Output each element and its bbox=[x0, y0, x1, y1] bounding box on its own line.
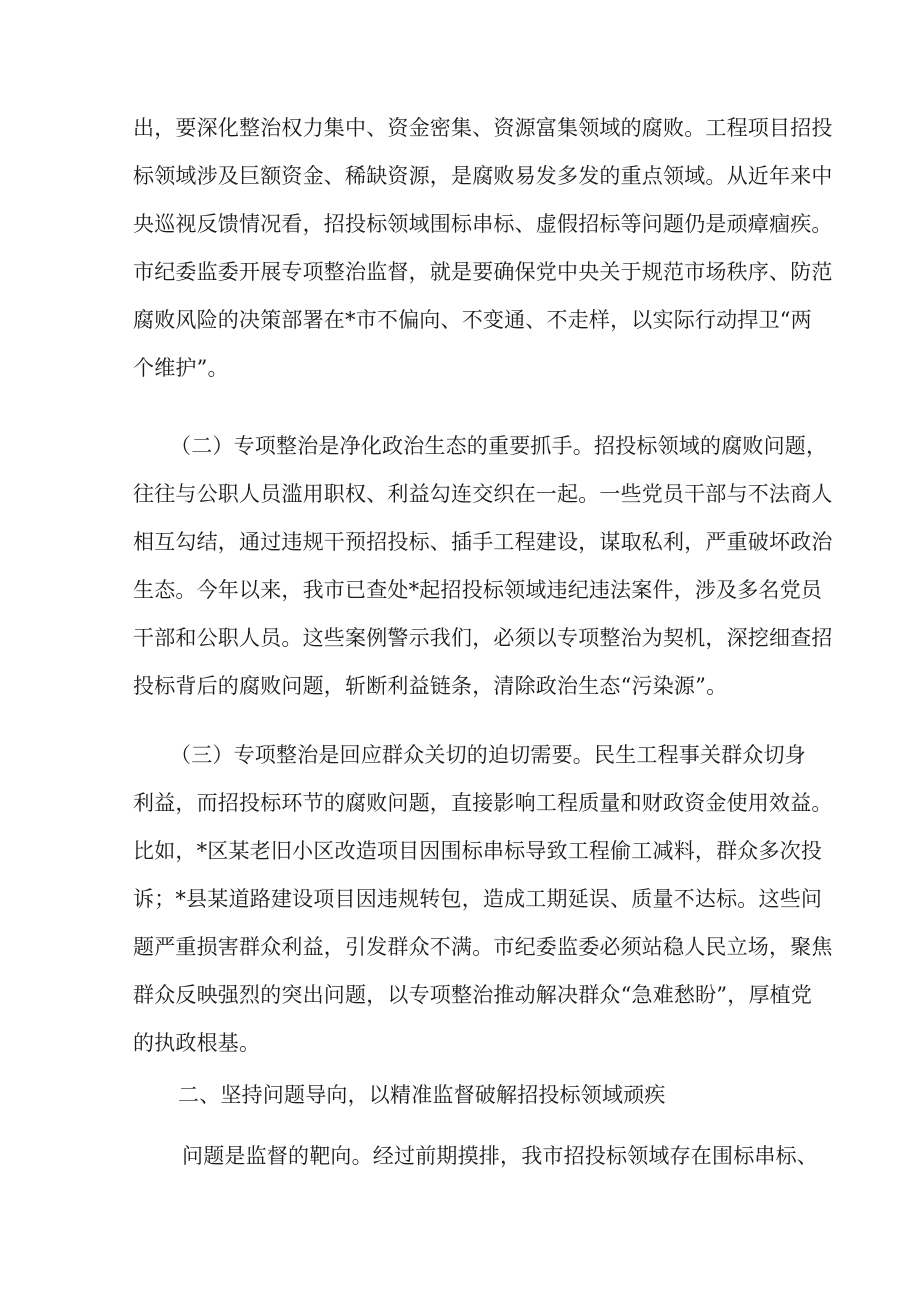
paragraph-2-line-5: 干部和公职人员。这些案例警示我们，必须以专项整治为契机，深挖细查招 bbox=[133, 626, 833, 650]
paragraph-1-line-5: 腐败风险的决策部署在*市不偏向、不变通、不走样，以实际行动捍卫“两 bbox=[133, 308, 812, 332]
section-heading: 二、坚持问题导向，以精准监督破解招投标领域顽疾 bbox=[178, 1083, 666, 1107]
paragraph-1-line-2: 标领域涉及巨额资金、稀缺资源，是腐败易发多发的重点领域。从近年来中 bbox=[133, 164, 833, 188]
paragraph-2-line-4: 生态。今年以来，我市已查处*起招投标领域违纪违法案件，涉及多名党员 bbox=[133, 578, 823, 602]
paragraph-3-line-1: （三）专项整治是回应群众关切的迫切需要。民生工程事关群众切身 bbox=[170, 743, 806, 767]
paragraph-2-line-2: 往往与公职人员滥用职权、利益勾连交织在一起。一些党员干部与不法商人 bbox=[133, 482, 833, 506]
paragraph-3-line-4: 诉；*县某道路建设项目因违规转包，造成工期延误、质量不达标。这些问 bbox=[133, 887, 823, 911]
paragraph-3-line-6: 群众反映强烈的突出问题，以专项整治推动解决群众“急难愁盼”，厚植党 bbox=[133, 983, 813, 1007]
paragraph-4-line-1: 问题是监督的靶向。经过前期摸排，我市招投标领域存在围标串标、 bbox=[182, 1144, 818, 1168]
paragraph-1-line-6: 个维护”。 bbox=[133, 356, 229, 380]
paragraph-2-line-3: 相互勾结，通过违规干预招投标、插手工程建设，谋取私利，严重破坏政治 bbox=[133, 530, 833, 554]
paragraph-3-line-3: 比如，*区某老旧小区改造项目因围标串标导致工程偷工减料，群众多次投 bbox=[133, 839, 823, 863]
paragraph-2-line-6: 投标背后的腐败问题，斩断利益链条，清除政治生态“污染源”。 bbox=[133, 674, 728, 698]
paragraph-3-line-5: 题严重损害群众利益，引发群众不满。市纪委监委必须站稳人民立场，聚焦 bbox=[133, 935, 833, 959]
paragraph-1-line-3: 央巡视反馈情况看，招投标领域围标串标、虚假招标等问题仍是顽瘴痼疾。 bbox=[133, 212, 833, 236]
paragraph-2-line-1: （二）专项整治是净化政治生态的重要抓手。招投标领域的腐败问题， bbox=[170, 434, 828, 458]
paragraph-3-line-2: 利益，而招投标环节的腐败问题，直接影响工程质量和财政资金使用效益。 bbox=[133, 791, 833, 815]
paragraph-3-line-7: 的执政根基。 bbox=[133, 1031, 261, 1055]
paragraph-1-line-4: 市纪委监委开展专项整治监督，就是要确保党中央关于规范市场秩序、防范 bbox=[133, 260, 833, 284]
paragraph-1-line-1: 出，要深化整治权力集中、资金密集、资源富集领域的腐败。工程项目招投 bbox=[133, 116, 833, 140]
